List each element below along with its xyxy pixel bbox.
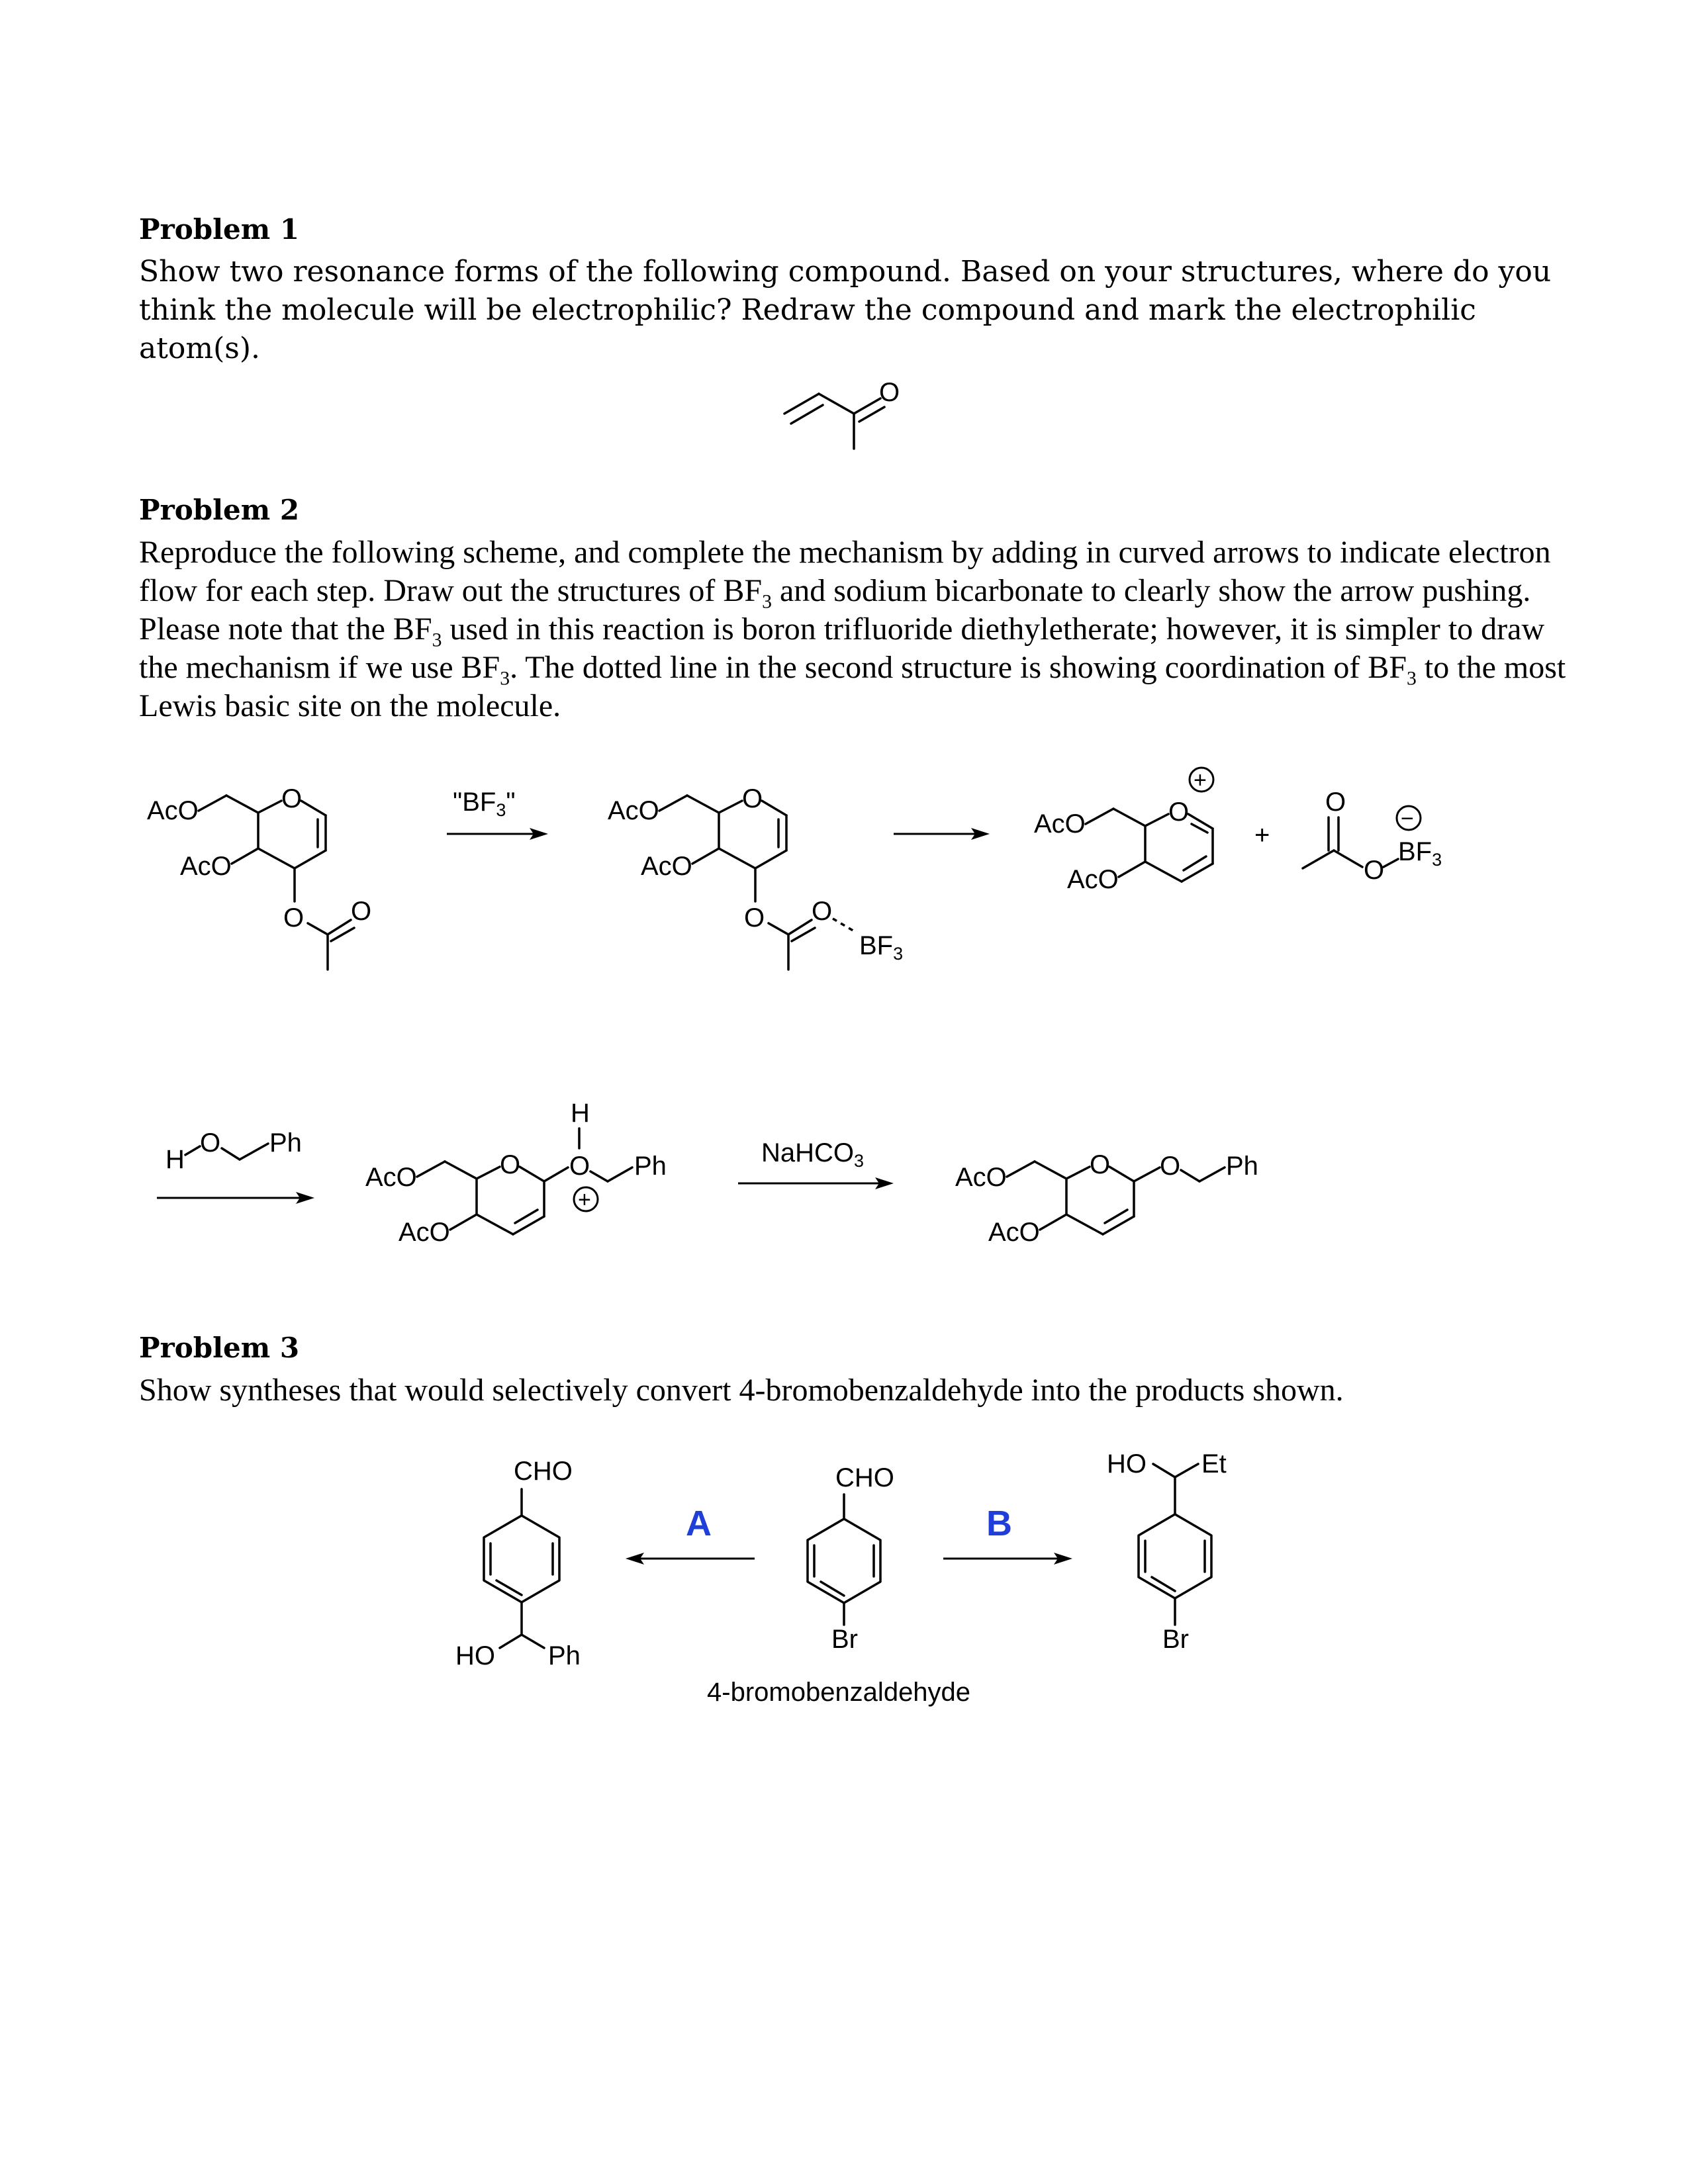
aco-label: AcO (399, 1218, 450, 1247)
molecule-oxocarbenium (1034, 768, 1213, 894)
reaction-arrow-2 (894, 828, 990, 840)
hydrogen-label: H (165, 1145, 185, 1174)
molecule-bromophenyl-propanol (1107, 1449, 1227, 1654)
phenyl-label: Ph (548, 1641, 581, 1670)
aco-label: AcO (641, 852, 692, 881)
scheme-problem-3 (0, 1436, 1688, 1727)
aco-label: AcO (147, 796, 199, 825)
positive-charge-sign: + (1194, 768, 1207, 793)
methacrolein-bonds (784, 394, 884, 449)
ether-oxygen: O (1160, 1152, 1181, 1181)
br-label: Br (831, 1625, 858, 1654)
ester-oxygen: O (744, 903, 765, 933)
bf3-label: $BF_3$ (859, 931, 904, 964)
reaction-arrow-3 (157, 1192, 314, 1204)
ring-oxygen: O (1090, 1150, 1111, 1179)
molecule-acetoxy-bf3 (1303, 788, 1442, 885)
reaction-arrow-nahco3 (738, 1138, 894, 1189)
subscript: 3 (432, 629, 442, 651)
oxonium-oxygen: O (569, 1152, 590, 1181)
reaction-arrow-a (626, 1504, 755, 1565)
phenyl-label: Ph (269, 1128, 302, 1158)
ring-oxygen: O (742, 784, 763, 813)
text-part: used in this reaction is boron trifluoride diethyletherate; however, it is simpler to draw the mechanism if we use BF (139, 612, 1545, 685)
problem-2-text (139, 533, 1569, 725)
negative-charge-sign: − (1401, 806, 1414, 831)
aco-label: AcO (1034, 809, 1086, 839)
ho-label: HO (1107, 1449, 1147, 1479)
aco-label: AcO (988, 1218, 1040, 1247)
scheme-row-1 (0, 761, 1688, 999)
aco-label: AcO (955, 1163, 1007, 1192)
compound-caption: 4-bromobenzaldehyde (707, 1678, 971, 1707)
ester-oxygen: O (283, 903, 305, 933)
plus-sign: + (1254, 821, 1270, 850)
cho-label: CHO (514, 1457, 573, 1486)
aco-label: AcO (608, 796, 659, 825)
text-part: to the most Lewis basic site on the molecule. (139, 650, 1566, 723)
aco-label: AcO (365, 1163, 417, 1192)
phenyl-label: Ph (634, 1152, 667, 1181)
problem-3-text: Show syntheses that would selectively convert 4-bromobenzaldehyde into the products shown. (139, 1373, 1344, 1408)
ring-oxygen: O (1168, 797, 1190, 827)
reagent-benzyl-alcohol (165, 1128, 302, 1174)
carbonyl-oxygen: O (812, 897, 833, 926)
cho-label: CHO (835, 1463, 894, 1492)
molecule-diaryl-methanol-aldehyde (455, 1457, 581, 1670)
step-b-label: B (986, 1504, 1012, 1543)
phenyl-label: Ph (1226, 1152, 1258, 1181)
molecule-benzyl-glycoside (955, 1150, 1258, 1247)
carbonyl-oxygen: O (1325, 788, 1346, 817)
problem-2-heading: Problem 2 (139, 494, 300, 526)
ho-label: HO (455, 1641, 495, 1670)
text-part: . The dotted line in the second structure is showing coordination of BF (510, 650, 1407, 685)
reagent-nahco3: NaHCO$_3$ (761, 1138, 865, 1171)
problem-1-text: Show two resonance forms of the following compound. Based on your structures, where do you think the molecule will be electrophilic? Redraw the compound and mark the electrophilic atom(s). (139, 255, 1552, 365)
positive-charge-sign: + (578, 1187, 591, 1212)
subscript: 3 (1407, 667, 1417, 690)
step-a-label: A (686, 1504, 712, 1543)
reagent-bf3: "$BF_3$" (453, 788, 516, 820)
molecule-oxonium (365, 1099, 667, 1247)
hydrogen-label: H (571, 1099, 590, 1128)
bf3-label: $BF_3$ (1398, 837, 1442, 870)
br-label: Br (1162, 1625, 1189, 1654)
scheme-row-2 (0, 1085, 1688, 1264)
reaction-arrow-bf3 (447, 788, 548, 840)
problem-1-heading: Problem 1 (139, 213, 300, 246)
subscript: 3 (500, 667, 510, 690)
methacrolein-structure (0, 357, 1688, 470)
aco-label: AcO (1067, 865, 1119, 894)
aco-label: AcO (180, 852, 232, 881)
molecule-glycal-acetate (147, 784, 371, 970)
reaction-arrow-b (943, 1504, 1072, 1565)
text-part: and sodium bicarbonate to clearly show the arrow pushing. Please note that the BF (139, 573, 1531, 647)
ethyl-label: Et (1201, 1449, 1227, 1479)
atom-o: O (879, 378, 900, 407)
subscript: 3 (762, 590, 772, 613)
ring-oxygen: O (281, 784, 303, 813)
acetate-oxygen: O (1364, 856, 1385, 885)
alcohol-oxygen: O (200, 1128, 221, 1158)
problem-3-heading: Problem 3 (139, 1332, 300, 1364)
molecule-bf3-complex (608, 784, 903, 970)
ring-oxygen: O (500, 1150, 521, 1179)
molecule-4-bromobenzaldehyde (707, 1463, 970, 1707)
text-part: Reproduce the following scheme, and complete the mechanism by adding in curved arrows to indicate electron flow for each step. Draw out the structures of BF (139, 535, 1551, 608)
carbonyl-oxygen: O (351, 897, 372, 926)
